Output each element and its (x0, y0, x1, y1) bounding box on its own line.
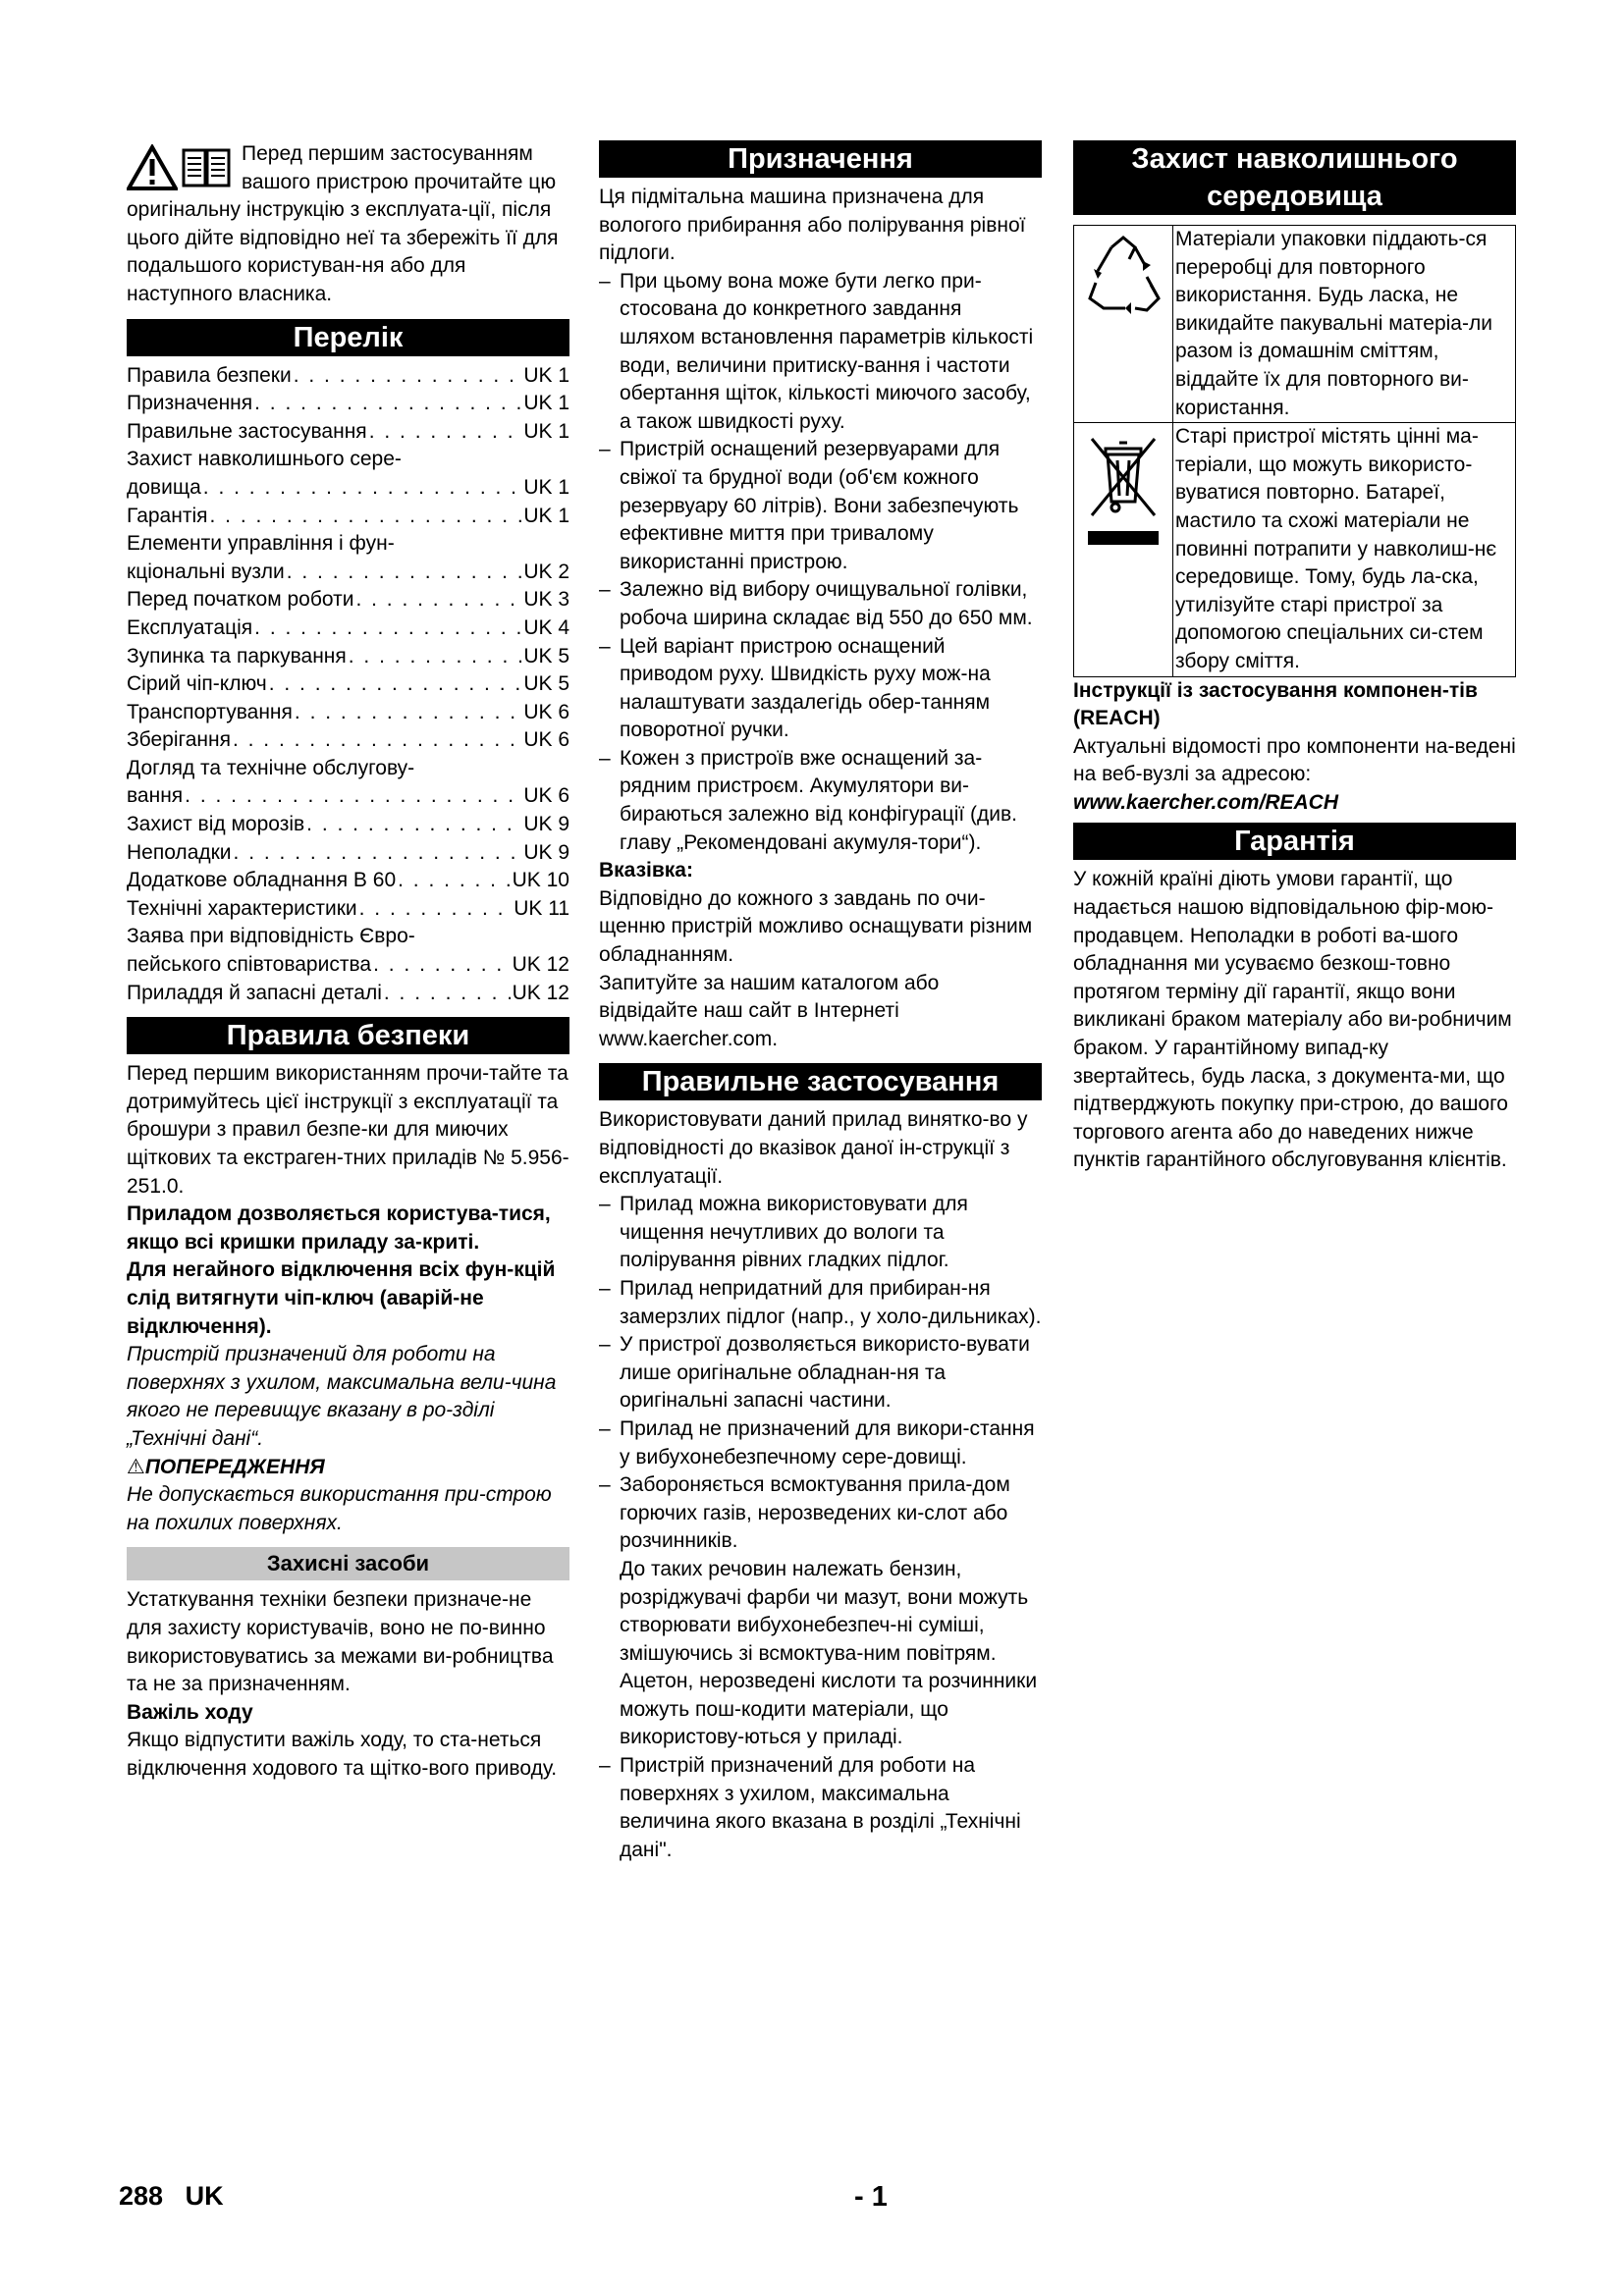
toc-label: Правила безпеки (127, 363, 292, 387)
proper-use-heading: Правильне застосування (599, 1063, 1042, 1100)
toc-page: UK 4 (523, 615, 569, 639)
toc-label: Зупинка та паркування (127, 644, 347, 667)
intro-block (127, 140, 569, 309)
toc-label: Експлуатація (127, 615, 253, 639)
toc-label: Транспортування (127, 700, 293, 723)
toc-row[interactable] (127, 474, 569, 503)
environment-heading: Захист навколишнього середовища (1073, 140, 1516, 215)
note-text-catalog: Запитуйте за нашим каталогом або відвідайте наш сайт в Інтернеті www.kaercher.com. (599, 971, 940, 1050)
warning-label: ⚠ПОПЕРЕДЖЕННЯ (127, 1455, 325, 1478)
list-item: – Забороняється всмоктування прила-дом горючих газів, нерозведених ки-слот або розчинників. (599, 1473, 1010, 1553)
reach-heading: Інструкції із застосування компонен-тів (REACH) (1073, 678, 1478, 730)
toc-label: пейського співтовариства (127, 953, 372, 977)
proper-use-intro: Використовувати даний прилад винятко-во у відповідності до вказівок даної ін-струкції з експлуатації. (599, 1108, 1028, 1188)
purpose-intro: Ця підмітальна машина призначена для вологого прибирання або полірування рівної підлоги. (599, 186, 1026, 265)
toc-label: вання (127, 784, 184, 808)
toc-label: Захист навколишнього сере- (127, 448, 402, 471)
warning-triangle-small-icon: ⚠ (127, 1455, 145, 1478)
toc-label: Перед початком роботи (127, 588, 354, 612)
warranty-heading: Гарантія (1073, 823, 1516, 860)
toc-page: UK 6 (523, 700, 569, 723)
warning-text: Не допускається використання при-строю на похилих поверхнях. (127, 1483, 552, 1534)
toc-row[interactable] (127, 782, 569, 811)
toc-label: Сірий чіп-ключ (127, 672, 267, 696)
toc-page: UK 10 (512, 869, 569, 892)
recycle-icon (1074, 226, 1172, 334)
list-item: – Цей варіант пристрою оснащений приводом руху. Швидкість руху мож-на налаштувати заздалегідь обер-танням поворотної ручки. (599, 634, 991, 742)
toc-row[interactable] (127, 867, 569, 895)
toc-row[interactable] (127, 951, 569, 980)
protective-devices-text: Устаткування техніки безпеки призначе-не для захисту користувачів, воно не по-винно використовуватись за межами ви-робництва та не за призначенням. (127, 1588, 554, 1696)
toc-page: UK 11 (514, 896, 569, 920)
toc-label: кціональні вузли (127, 560, 285, 583)
toc-page: UK 1 (523, 475, 569, 499)
toc-row[interactable] (127, 559, 569, 587)
list-item: – Пристрій оснащений резервуарами для свіжої та брудної води (об'єм кожного резервуару 60 літрів). Вони забезпечують ефективне миття при тривалому використанні пристрою. (599, 438, 1019, 573)
toc-row[interactable] (127, 811, 569, 839)
toc-page: UK 6 (523, 728, 569, 752)
table-row (1074, 423, 1516, 676)
toc-row[interactable] (127, 923, 569, 951)
proper-use-continuation: До таких речовин належать бензин, розріджувачі фарби чи мазут, вони можуть створювати вибухонебезпеч-ні суміші, змішуючись зі всмоктува-ним повітрям. Ацетон, нерозведені кислоти та розчинники можуть пош-кодити матеріали, що використову-ються у приладі. (620, 1557, 1038, 1749)
safety-paragraph: Перед першим використанням прочи-тайте та дотримуйтесь цієї інструкції з експлуатації та брошури з правил безпе-ки для миючих щіткових та екстраген-тних приладів № 5.956-251.0. (127, 1062, 569, 1198)
table-of-contents (127, 362, 569, 1008)
toc-row[interactable] (127, 670, 569, 699)
toc-page: UK 2 (523, 560, 569, 583)
toc-row[interactable] (127, 586, 569, 614)
column-left (127, 140, 569, 1783)
toc-row[interactable] (127, 839, 569, 868)
environment-table (1073, 225, 1516, 677)
safety-slope-note: Пристрій призначений для роботи на поверхнях з ухилом, максимальна вели-чина якого не перевищує вказану в ро-зділі „Технічні дані“. (127, 1343, 557, 1450)
drive-lever-heading: Важіль ходу (127, 1700, 253, 1724)
manual-book-icon (180, 144, 233, 189)
toc-page: UK 3 (523, 588, 569, 612)
footer-page-number: 288 UK (119, 2181, 224, 2211)
intro-icons (127, 140, 236, 191)
toc-label: Технічні характеристики (127, 896, 357, 920)
toc-label: Захист від морозів (127, 813, 305, 836)
toc-row[interactable] (127, 895, 569, 924)
contents-heading: Перелік (127, 319, 569, 356)
toc-label: Заява при відповідність Євро- (127, 925, 415, 948)
toc-label: Догляд та технічне обслугову- (127, 756, 415, 779)
toc-row[interactable] (127, 418, 569, 447)
protective-devices-heading: Захисні засоби (127, 1547, 569, 1580)
toc-row[interactable] (127, 643, 569, 671)
toc-label: Гарантія (127, 504, 208, 527)
toc-row[interactable] (127, 530, 569, 559)
intro-text: Перед першим застосуванням вашого пристрою прочитайте цю оригінальну інструкцію з експлуата-ції, після цього дійте відповідно неї та збережіть її для подальшого користуван-ня або для наступного власника. (127, 142, 559, 305)
toc-row[interactable] (127, 446, 569, 474)
list-item: – Кожен з пристроїв вже оснащений за-рядним пристроєм. Акумулятори ви-бираються залежно від конфігурації (див. главу „Рекомендовані акумуля-тори“). (599, 746, 1017, 854)
purpose-heading: Призначення (599, 140, 1042, 178)
reach-text: Актуальні відомості про компоненти на-ведені на веб-вузлі за адресою: (1073, 734, 1516, 786)
warranty-text: У кожній країні діють умови гарантії, що надається нашою відповідальною фір-мою-продавцем. Неполадки в роботі ва-шого обладнання ми усуваємо безкош-товно протягом терміну дії гарантії, якщо вони викликані браком матеріалу або ви-робничим браком. У гарантійному випад-ку звертайтесь, будь ласка, з документа-ми, що підтверджують покупку при-строю, до вашого торгового агента або до наведених нижче пунктів гарантійного обслуговування клієнтів. (1073, 868, 1512, 1172)
toc-page: UK 1 (523, 419, 569, 443)
toc-page: UK 5 (523, 644, 569, 667)
weee-text: Старі пристрої містять цінні ма-теріали, що можуть використо-вуватися повторно. Батареї, мастило та схожі матеріали не повинні потрапити у навколиш-нє середовище. Тому, будь ла-ска, утилізуйте старі пристрої за допомогою спеціальних си-стем збору сміття. (1173, 423, 1516, 676)
list-item: – Залежно від вибору очищувальної голівки, робоча ширина складає від 550 до 650 мм. (599, 578, 1033, 629)
toc-row[interactable] (127, 390, 569, 418)
recycle-icon-cell (1074, 226, 1173, 423)
toc-label: Елементи управління і фун- (127, 532, 395, 556)
list-item: – Прилад можна використовувати для чищення нечутливих до вологи та полірування рівних гладких підлог. (599, 1193, 968, 1272)
toc-row[interactable] (127, 755, 569, 783)
toc-page: UK 1 (523, 504, 569, 527)
note-text-equipment: Відповідно до кожного з завдань по очи-щенню пристрій можливо оснащувати різним обладнанням. (599, 886, 1033, 967)
column-right (1073, 140, 1516, 1175)
toc-row[interactable] (127, 726, 569, 755)
list-item: – При цьому вона може бути легко при-стосована до конкретного завдання шляхом встановлення параметрів кількості води, величини притиску-вання і частоти обертання щіток, кількості миючого засобу, а також швидкості руху. (599, 269, 1034, 433)
footer-language: UK (185, 2181, 224, 2211)
toc-label: Приладдя й запасні деталі (127, 981, 382, 1004)
toc-label: Неполадки (127, 840, 232, 864)
toc-page: UK 1 (523, 392, 569, 415)
toc-page: UK 6 (523, 784, 569, 808)
note-label: Вказівка: (599, 859, 693, 882)
toc-label: довища (127, 475, 201, 499)
toc-row[interactable] (127, 699, 569, 727)
safety-heading: Правила безпеки (127, 1017, 569, 1054)
table-row (1074, 226, 1516, 423)
weee-icon-cell (1074, 423, 1173, 676)
toc-row[interactable] (127, 362, 569, 391)
toc-label: Зберігання (127, 728, 231, 752)
toc-page: UK 12 (512, 953, 569, 977)
toc-page: UK 5 (523, 672, 569, 696)
safety-bold-note-covers: Приладом дозволяється користува-тися, якщо всі кришки приладу за-криті. (127, 1202, 551, 1254)
recycle-text: Матеріали упаковки піддають-ся переробці для повторного використання. Будь ласка, не викидайте пакувальні матеріа-ли разом із домашнім сміттям, віддайте їх для повторного ви-користання. (1173, 226, 1516, 423)
list-item: – У пристрої дозволяється використо-вувати лише оригінальне обладнан-ня та оригінальні запасні частини. (599, 1333, 1030, 1413)
safety-bold-note-chip-key: Для негайного відключення всіх фун-кцій слід витягнути чіп-ключ (аварій-не відключення). (127, 1258, 556, 1338)
list-item: – Прилад непридатний для прибиран-ня замерзлих підлог (напр., у холо-дильниках). (599, 1276, 1042, 1328)
toc-label: Додаткове обладнання В 60 (127, 869, 397, 892)
toc-page: UK 1 (523, 363, 569, 387)
warning-triangle-icon (127, 144, 178, 191)
footer-center-mark: - 1 (854, 2181, 888, 2213)
list-item: – Пристрій призначений для роботи на поверхнях з ухилом, максимальна величина якого вказана в розділі „Технічні дані". (599, 1754, 1021, 1861)
column-middle (599, 140, 1042, 1864)
list-item: – Прилад не призначений для викори-стання у вибухонебезпечному сере-довищі. (599, 1416, 1035, 1468)
toc-label: Правильне застосування (127, 419, 367, 443)
toc-row[interactable] (127, 980, 569, 1008)
crossed-out-bin-icon (1074, 423, 1172, 570)
drive-lever-text: Якщо відпустити важіль ходу, то ста-неться відключення ходового та щітко-вого приводу. (127, 1729, 558, 1780)
toc-page: UK 12 (512, 981, 569, 1004)
toc-label: Призначення (127, 392, 253, 415)
toc-row[interactable] (127, 503, 569, 531)
reach-url-link[interactable]: www.kaercher.com/REACH (1073, 790, 1338, 814)
toc-page: UK 9 (523, 813, 569, 836)
toc-page: UK 9 (523, 840, 569, 864)
toc-row[interactable] (127, 614, 569, 643)
